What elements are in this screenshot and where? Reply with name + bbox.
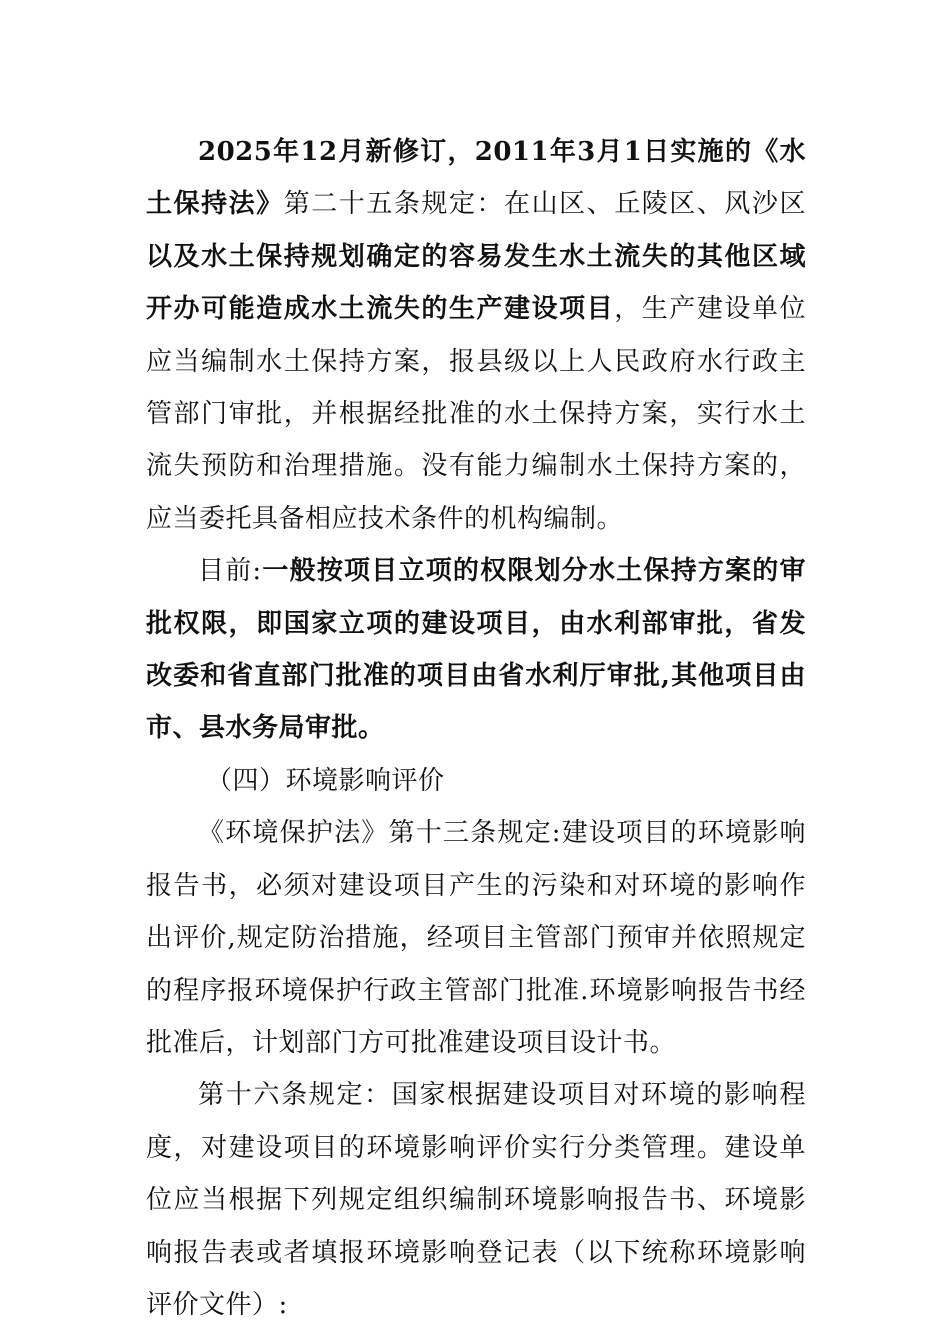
paragraph-environmental-protection-law xyxy=(146,807,806,1069)
paragraph-approval-authority xyxy=(146,545,806,755)
paragraph-article-sixteen xyxy=(146,1069,806,1331)
section-heading: （四）环境影响评价 xyxy=(206,765,445,796)
document-page xyxy=(146,126,806,1331)
text-segment: ，生产建设单位应当编制水土保持方案，报县级以上人民政府水行政主管部门审批，并根据经批准的水土保持方案，实行水土流失预防和治理措施。没有能力编制水土保持方案的，应当委托具备相应技术条件的机构编制。 xyxy=(146,294,806,534)
text-segment: 第十六条规定：国家根据建设项目对环境的影响程度，对建设项目的环境影响评价实行分类管理。建设单位应当根据下列规定组织编制环境影响报告书、环境影响报告表或者填报环境影响登记表（以下统称环境影响评价文件）: xyxy=(146,1080,806,1320)
text-segment: 目前: xyxy=(198,556,262,587)
paragraph-soil-conservation-law xyxy=(146,126,806,545)
text-segment: 以及水土保持规划确定的容易发生水土流失的其他区域开办可能造成水土流失的生产建设项目 xyxy=(146,241,806,325)
text-segment: 《环境保护法》第十三条规定:建设项目的环境影响报告书，必须对建设项目产生的污染和对环境的影响作出评价,规定防治措施，经项目主管部门预审并依照规定的程序报环境保护行政主管部门批准.环境影响报告书经批准后，计划部门方可批准建设项目设计书。 xyxy=(146,818,806,1058)
text-segment: 2025年12月新修订，2011年3月1日实施的《水土保持法》 xyxy=(146,137,806,220)
text-segment: 第二十五条规定：在山区、丘陵区、风沙区 xyxy=(283,189,806,220)
text-segment: 一般按项目立项的权限划分水土保持方案的审批权限，即国家立项的建设项目，由水利部审批，省发改委和省直部门批准的项目由省水利厅审批,其他项目由市、县水务局审批。 xyxy=(146,556,806,744)
